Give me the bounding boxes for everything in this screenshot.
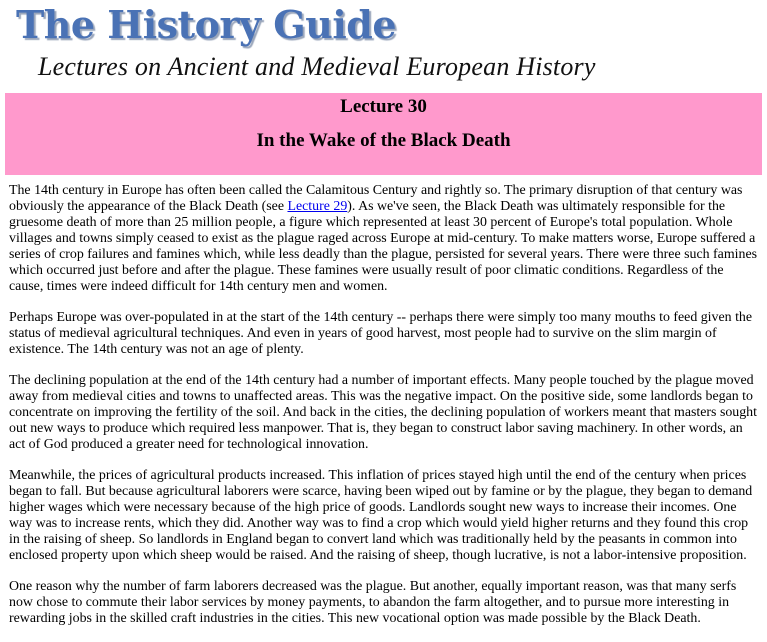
paragraph-1-text-end: ). As we've seen, the Black Death was ultimately responsible for the gruesome death of more than 25 million people, a figure which represented at least 30 percent of Europe's total population. Whole villages and towns simply ceased to exist as the plague raged across Europe at mid-century. To make matters worse, Europe suffered a series of crop failures and famines which, while less deadly than the plague, persisted for several years. There were three such famines which occurred just before and after the plague. These famines were usually result of poor climatic conditions. Regardless of the cause, times were indeed difficult for 14th century men and women. xyxy=(9,199,758,294)
paragraph-3: The declining population at the end of the 14th century had a number of important effects. Many people touched by the plague moved away from medieval cities and towns to unaffected areas. This was the negative impact. On the positive side, some landlords began to concentrate on improving the fertility of the soil. And back in the cities, the declining population of workers meant that masters sought out new ways to produce which required less manpower. That is, they began to construct labor saving machinery. In other words, an act of God produced a greater need for technological innovation. xyxy=(9,373,757,452)
lecture-29-link[interactable]: Lecture 29 xyxy=(287,199,348,214)
paragraph-5: One reason why the number of farm laborers decreased was the plague. But another, equally important reason, was that many serfs now chose to commute their labor services by money payments, to abandon the farm altogether, and to pursue more interesting in rewarding jobs in the skilled craft industries in the cities. This new vocational option was made possible by the Black Death. xyxy=(9,579,737,626)
article-body xyxy=(9,183,757,642)
lecture-title: In the Wake of the Black Death xyxy=(256,130,511,151)
masthead xyxy=(0,0,767,92)
paragraph-1-text-start: The 14th century in Europe has often been called the Calamitous Century and rightly so. The primary disruption of that century was obviously the appearance of the Black Death (see xyxy=(9,183,743,214)
paragraph-2: Perhaps Europe was over-populated in at the start of the 14th century -- perhaps there were simply too many mouths to feed given the status of medieval agricultural techniques. And even in years of good harvest, most people had to survive on the slim margin of existence. The 14th century was not an age of plenty. xyxy=(9,310,753,357)
site-title-logo: The History Guide xyxy=(16,2,397,47)
lecture-banner xyxy=(5,93,762,175)
paragraph-4: Meanwhile, the prices of agricultural products increased. This inflation of prices stayed high until the end of the century when prices began to fall. But because agricultural laborers were scarce, having been wiped out by famine or by the plague, they began to demand higher wages which were necessary because of the high price of goods. Landlords sought new ways to increase their incomes. One way was to increase rents, which they did. Another way was to find a crop which would yield higher returns and they found this crop in the raising of sheep. So landlords in England began to convert land which was traditionally held by the peasants in common into enclosed property upon which sheep would be raised. And the raising of sheep, though lucrative, is not a labor-intensive proposition. xyxy=(9,468,753,563)
paragraph-1 xyxy=(9,183,757,295)
site-subtitle: Lectures on Ancient and Medieval European History xyxy=(38,52,596,81)
lecture-number: Lecture 30 xyxy=(340,96,427,117)
